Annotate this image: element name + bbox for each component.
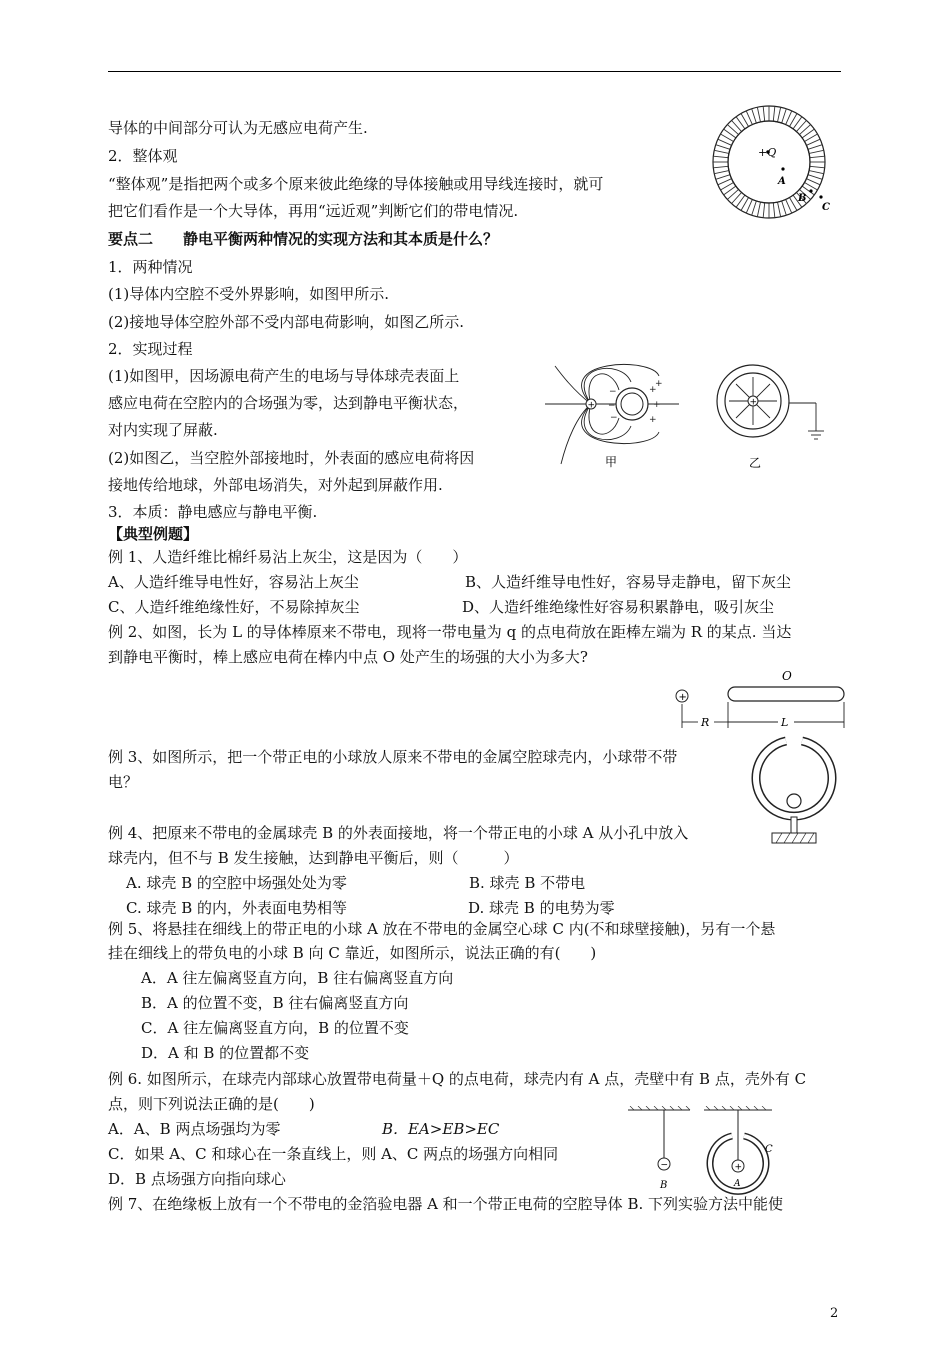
- text-line: 把它们看作是一个大导体，再用“远近观”判断它们的带电情况.: [108, 202, 519, 220]
- option-d: D. 球壳 B 的电势为零: [468, 899, 615, 917]
- question-stem: 例 2、如图，长为 L 的导体棒原来不带电，现将一带电量为 q 的点电荷放在距棒左端为 R 的某点. 当达: [108, 623, 792, 641]
- option-c: C．A 往左偏离竖直方向，B 的位置不变: [141, 1019, 409, 1037]
- label-a-ball: A: [734, 1179, 741, 1189]
- option-c: C、人造纤维绝缘性好，不易除掉灰尘: [108, 598, 360, 616]
- label-b: B: [798, 193, 807, 204]
- charge-plus: +: [649, 385, 657, 395]
- question-stem: 电？: [108, 773, 139, 791]
- charge-plus: +: [649, 415, 657, 425]
- label-c: C: [822, 202, 830, 213]
- text-line: 接地传给地球，外部电场消失，对外起到屏蔽作用.: [108, 476, 443, 494]
- charge-plus: +: [749, 397, 758, 408]
- charge-plus: +: [734, 1162, 743, 1173]
- page-number: 2: [830, 1306, 839, 1321]
- hollow-sphere-figure: [748, 735, 840, 847]
- option-b: B．A 的位置不变，B 往右偏离竖直方向: [141, 994, 409, 1012]
- section-heading: 【典型例题】: [108, 525, 199, 543]
- question-stem: 例 6. 如图所示，在球壳内部球心放置带电荷量＋Q 的点电荷，球壳内有 A 点，壳壁中有 B 点，壳外有 C: [108, 1070, 807, 1088]
- question-stem: 点，则下列说法正确的是( ): [108, 1095, 315, 1113]
- question-stem: 挂在细线上的带负电的小球 B 向 C 靠近，如图所示，说法正确的有( ): [108, 944, 597, 962]
- text-line: 导体的中间部分可认为无感应电荷产生.: [108, 119, 368, 137]
- shell-figure: [710, 104, 842, 222]
- question-stem: 例 5、将悬挂在细线上的带正电的小球 A 放在不带电的金属空心球 C 内(不和球壁接触)，另有一个悬: [108, 920, 776, 938]
- charge-minus: −: [609, 387, 617, 397]
- option-a: A、人造纤维导电性好，容易沾上灰尘: [108, 573, 359, 591]
- label-b-ball: B: [660, 1180, 668, 1191]
- charge-minus: −: [660, 1160, 669, 1171]
- text-line: “整体观”是指把两个或多个原来彼此绝缘的导体接触或用导线连接时，就可: [108, 175, 604, 193]
- question-stem: 例 4、把原来不带电的金属球壳 B 的外表面接地，将一个带正电的小球 A 从小孔中放入: [108, 824, 689, 842]
- text-line: (1)导体内空腔不受外界影响，如图甲所示.: [108, 285, 390, 303]
- text-line: 感应电荷在空腔内的合场强为零，达到静电平衡状态，: [108, 394, 469, 412]
- label-l: L: [781, 716, 789, 729]
- hanging-balls-figure: [626, 1106, 776, 1198]
- text-line: (1)如图甲，因场源电荷产生的电场与导体球壳表面上: [108, 367, 460, 385]
- label-yi: 乙: [749, 456, 762, 470]
- question-stem: 例 3、如图所示，把一个带正电的小球放人原来不带电的金属空腔球壳内，小球带不带: [108, 748, 678, 766]
- text-line: 2．实现过程: [108, 340, 193, 358]
- label-o: O: [782, 669, 792, 683]
- question-stem: 到静电平衡时，棒上感应电荷在棒内中点 O 处产生的场强的大小为多大?: [108, 648, 588, 666]
- charge-minus: −: [610, 413, 618, 423]
- option-a: A．A 往左偏离竖直方向，B 往右偏离竖直方向: [141, 969, 454, 987]
- option-b: B．EA>EB>EC: [382, 1120, 500, 1138]
- option-d: D．B 点场强方向指向球心: [108, 1170, 286, 1188]
- text-line: (2)如图乙，当空腔外部接地时，外表面的感应电荷将因: [108, 449, 475, 467]
- figure-yi: [712, 363, 838, 471]
- question-stem: 例 7、在绝缘板上放有一个不带电的金箔验电器 A 和一个带正电荷的空腔导体 B. 下列实验方法中能使: [108, 1195, 784, 1213]
- text-line: (2)接地导体空腔外部不受内部电荷影响，如图乙所示.: [108, 313, 465, 331]
- text-line: 对内实现了屏蔽.: [108, 421, 218, 439]
- header-rule: [108, 71, 841, 72]
- text-line: 3．本质：静电感应与静电平衡.: [108, 503, 318, 521]
- charge-plus: +: [587, 400, 596, 411]
- question-stem: 例 1、人造纤维比棉纤易沾上灰尘，这是因为（ ）: [108, 548, 468, 566]
- option-d: D．A 和 B 的位置都不变: [141, 1044, 310, 1062]
- label-a: A: [778, 176, 786, 187]
- charge-minus: −: [608, 401, 616, 411]
- option-c: C. 球壳 B 的内，外表面电势相等: [126, 899, 348, 917]
- charge-plus: +: [655, 379, 663, 389]
- label-r: R: [701, 716, 710, 729]
- option-c: C．如果 A、C 和球心在一条直线上，则 A、C 两点的场强方向相同: [108, 1145, 559, 1163]
- section-heading: 要点二 静电平衡两种情况的实现方法和其本质是什么？: [108, 230, 499, 248]
- text-line: 1．两种情况: [108, 258, 193, 276]
- option-d: D、人造纤维绝缘性好容易积累静电，吸引灰尘: [462, 598, 775, 616]
- text-line: 2．整体观: [108, 147, 178, 165]
- figure-jia: [541, 360, 683, 470]
- label-jia: 甲: [605, 455, 618, 469]
- charge-plus: +: [678, 692, 687, 703]
- option-a: A．A、B 两点场强均为零: [108, 1120, 281, 1138]
- label-q: +Q: [758, 146, 777, 159]
- option-b: B、人造纤维导电性好，容易导走静电，留下灰尘: [465, 573, 792, 591]
- rod-figure: [670, 660, 850, 734]
- charge-plus: +: [653, 400, 661, 410]
- option-a: A. 球壳 B 的空腔中场强处处为零: [126, 874, 347, 892]
- label-c-sphere: C: [765, 1144, 773, 1155]
- question-stem: 球壳内，但不与 B 发生接触，达到静电平衡后，则（ ）: [108, 849, 519, 867]
- option-b: B. 球壳 B 不带电: [469, 874, 586, 892]
